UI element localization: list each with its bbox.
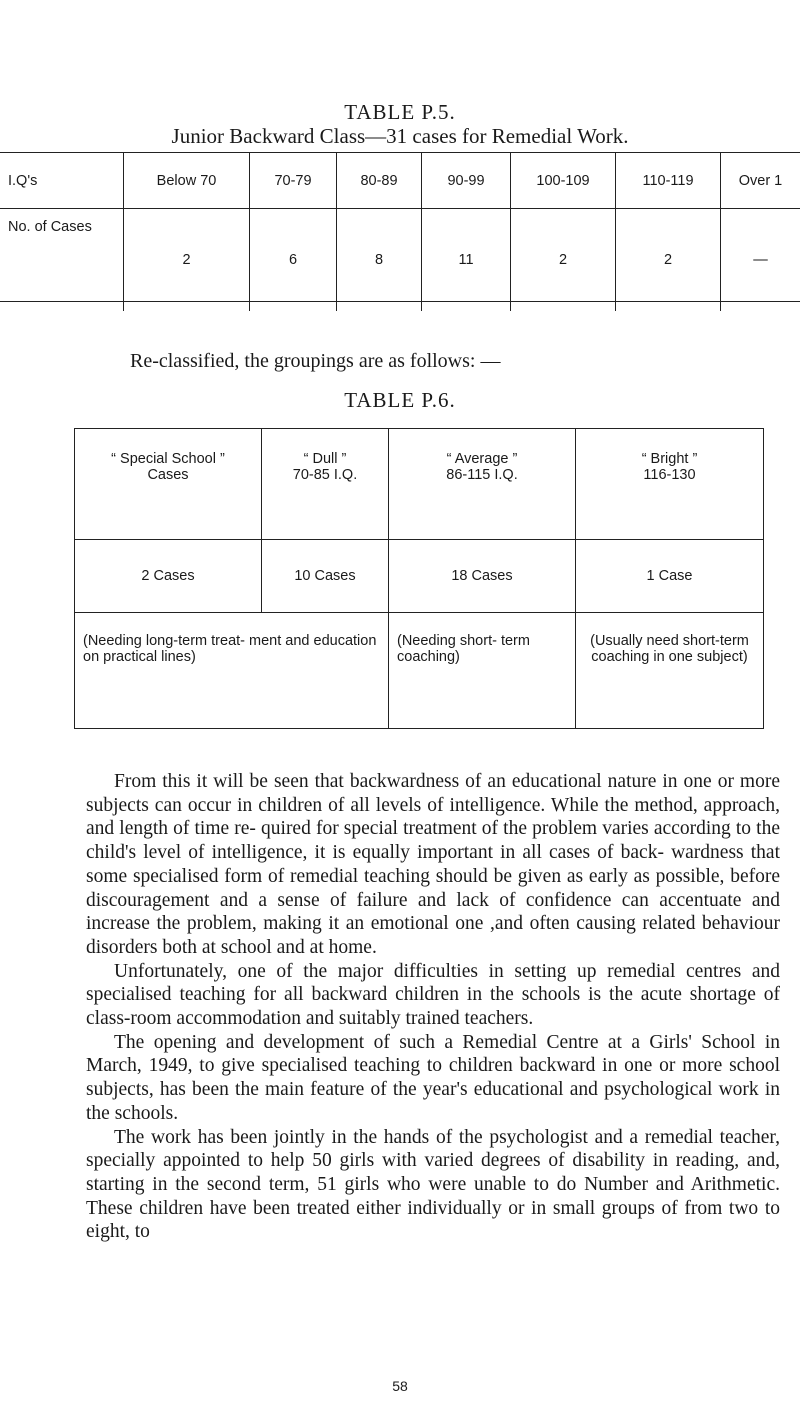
table-cell: (Needing long-term treat- ment and education on practical lines): [75, 613, 389, 729]
table-cell: 2: [124, 209, 250, 312]
header-cell: 70-79: [250, 153, 337, 209]
table-header-row: [0, 153, 800, 209]
table-cell: —: [721, 209, 800, 312]
table-cell: 1 Case: [576, 540, 764, 613]
header-cell: Over 1: [721, 153, 800, 209]
table-cell: (Usually need short-term coaching in one subject): [576, 613, 764, 729]
table-row: [75, 540, 764, 613]
header-line: “ Dull ”: [303, 451, 347, 467]
header-line: “ Bright ”: [641, 451, 698, 467]
table-cell: 2: [511, 209, 616, 312]
paragraph: The work has been jointly in the hands of the psychologist and a remedial teacher, specially appointed to help 50 girls with varied degrees of disability in reading, and, starting in the second term, 51 girls who were unable to do Number and Arithmetic. These children have been treated either individually or in small groups of from two to eight, to: [86, 1126, 780, 1243]
header-cell: [389, 429, 576, 540]
table-bottom-rule: [0, 301, 800, 302]
table-row: [0, 209, 800, 312]
table-cell: 18 Cases: [389, 540, 576, 613]
paragraph: From this it will be seen that backwardness of an educational nature in one or more subjects can occur in children of all levels of intelligence. While the method, approach, and length of time re- quired for special treatment of the problem varies according to the child's level of intelligence, it is equally important in all cases of back- wardness that some specialised form of remedial teaching should be given as early as possible, before discouragement and a sense of failure and lack of confidence can accentuate and increase the problem, making it an emotional one ,and often causing related behaviour disorders both at school and at home.: [86, 771, 780, 958]
header-cell: 80-89: [337, 153, 422, 209]
header-cell: Below 70: [124, 153, 250, 209]
header-line: 116-130: [643, 467, 696, 483]
table-row: [75, 613, 764, 729]
row-label: No. of Cases: [8, 219, 92, 235]
table-cell: 2 Cases: [75, 540, 262, 613]
table-p5-caption: Junior Backward Class—31 cases for Remedial Work.: [171, 124, 629, 148]
table-p5-label: TABLE P.5.: [344, 100, 456, 124]
table-p6: [74, 428, 764, 729]
table-cell: 10 Cases: [262, 540, 389, 613]
body-text: [86, 770, 780, 1244]
table-cell: 2: [616, 209, 721, 312]
table-cell: (Needing short- term coaching): [389, 613, 576, 729]
header-cell: 90-99: [422, 153, 511, 209]
intro-text: Re-classified, the groupings are as follows: —: [130, 350, 501, 372]
table-cell: 11: [422, 209, 511, 312]
paragraph: Unfortunately, one of the major difficulties in setting up remedial centres and specialised teaching for all backward children in the schools is the acute shortage of class-room accommodation and suitably trained teachers.: [86, 960, 780, 1030]
header-line: “ Average ”: [446, 451, 518, 467]
paragraph: The opening and development of such a Remedial Centre at a Girls' School in March, 1949, to give specialised teaching to children backward in one or more school subjects, has been the main feature of the year's educational and psychological work in the schools.: [86, 1031, 780, 1124]
header-cell: [75, 429, 262, 540]
table-cell: 8: [337, 209, 422, 312]
table-p5: [0, 153, 800, 311]
header-cell: 100-109: [511, 153, 616, 209]
header-cell: I.Q's: [0, 153, 124, 209]
header-line: “ Special School ”: [111, 451, 225, 467]
header-line: Cases: [147, 467, 189, 483]
header-cell: 110-119: [616, 153, 721, 209]
header-cell: [262, 429, 389, 540]
header-cell: [576, 429, 764, 540]
table-header-row: [75, 429, 764, 540]
page-number: 58: [392, 1378, 408, 1394]
header-line: 70-85 I.Q.: [292, 467, 358, 483]
table-cell: 6: [250, 209, 337, 312]
table-p6-label: TABLE P.6.: [344, 388, 456, 412]
header-line: 86-115 I.Q.: [446, 467, 518, 483]
